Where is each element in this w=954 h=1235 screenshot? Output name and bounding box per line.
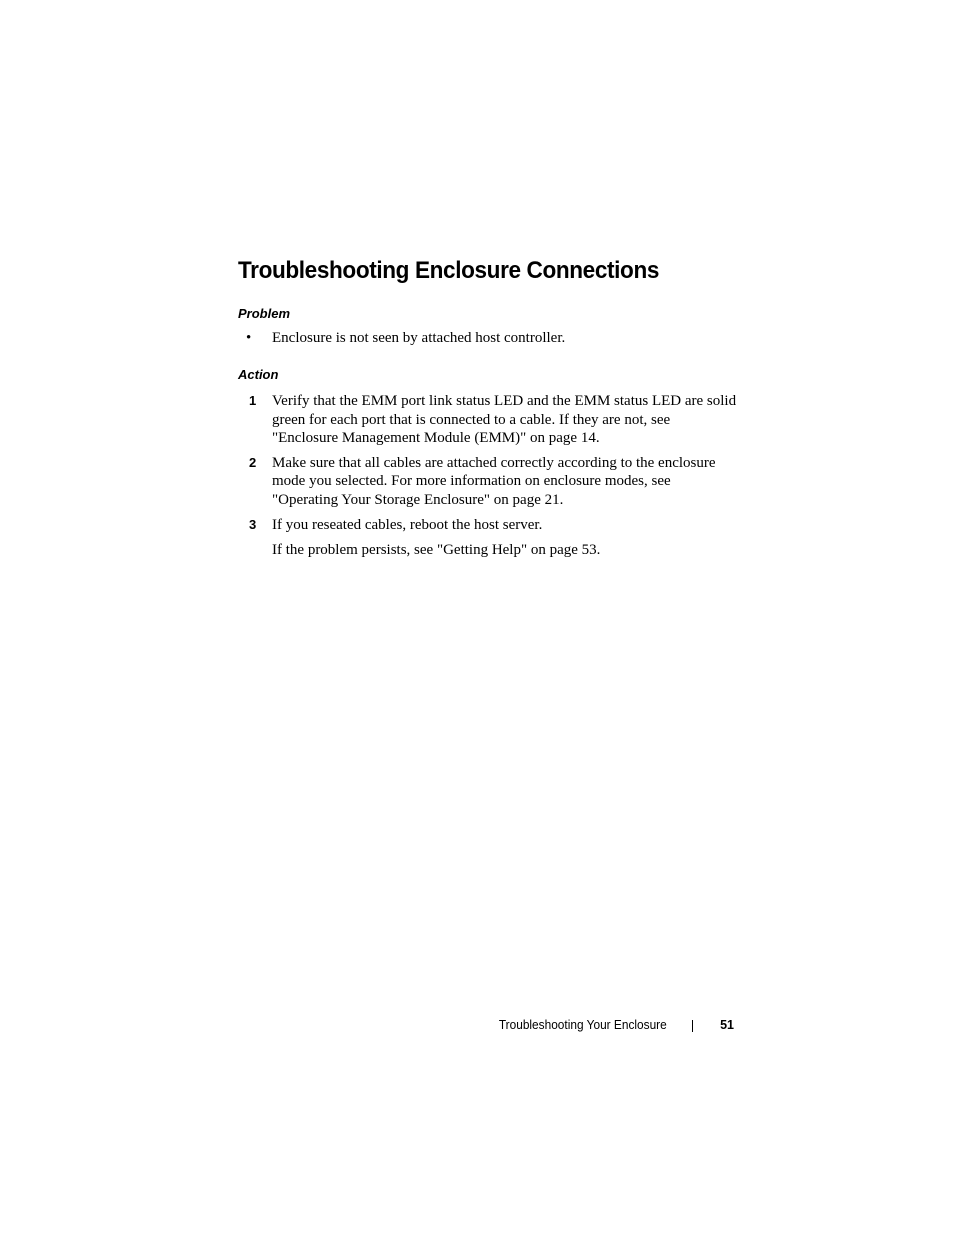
- step-number: 3: [249, 516, 257, 532]
- step-text: Verify that the EMM port link status LED and the EMM status LED are solid green for each port that is connected to a cable. If they are not, see "Enclosure Management Module (EMM)" on page 14.: [272, 393, 737, 447]
- action-heading: Action: [238, 367, 279, 382]
- action-steps: [238, 392, 738, 540]
- page-title: Troubleshooting Enclosure Connections: [238, 257, 660, 284]
- step-item: [238, 454, 738, 510]
- page-footer: [0, 1015, 954, 1035]
- step-text: Make sure that all cables are attached correctly according to the enclosure mode you selected. For more information on enclosure modes, see "Operating Your Storage Enclosure" on page 21.: [272, 454, 716, 508]
- footer-section-title: Troubleshooting Your Enclosure: [499, 1018, 667, 1032]
- problem-heading: Problem: [238, 306, 291, 321]
- problem-list: [238, 329, 738, 348]
- list-item: [238, 329, 738, 348]
- step-number: 2: [249, 454, 257, 470]
- page-number: 51: [720, 1018, 734, 1032]
- footer-divider: [692, 1020, 693, 1032]
- step-item: [238, 516, 738, 535]
- step-number: 1: [249, 393, 257, 408]
- help-note: If the problem persists, see "Getting Help" on page 53.: [272, 542, 601, 558]
- problem-text: Enclosure is not seen by attached host controller.: [272, 330, 566, 346]
- step-item: [238, 392, 738, 448]
- step-text: If you reseated cables, reboot the host server.: [272, 516, 543, 533]
- bullet-icon: •: [246, 330, 252, 346]
